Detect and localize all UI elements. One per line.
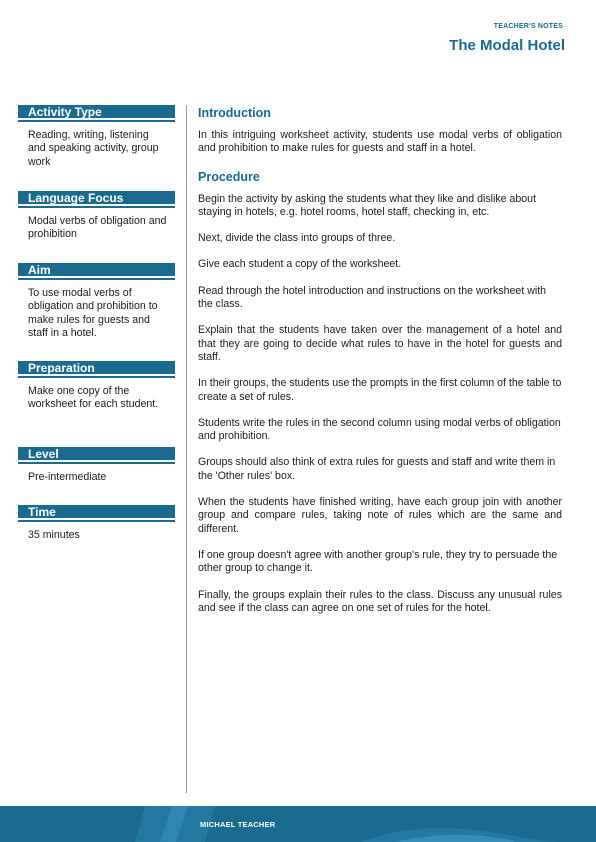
sidebar-section-time	[18, 505, 175, 542]
procedure-paragraph: Groups should also think of extra rules for guests and staff and write them in the 'Other rules' box.	[198, 456, 556, 482]
procedure-heading: Procedure	[198, 169, 260, 184]
procedure-paragraph: Explain that the students have taken over the management of a hotel and that they are going to decide what rules to have in the hotel for guests and staff.	[198, 324, 562, 363]
footer-bar	[0, 806, 596, 842]
introduction-text: In this intriguing worksheet activity, students use modal verbs of obligation and prohibition to make rules for guests and staff in a hotel.	[198, 129, 562, 155]
header-label: TEACHER'S NOTES	[493, 23, 563, 30]
sidebar-heading: Aim	[18, 263, 175, 278]
sidebar-text: Modal verbs of obligation and prohibition	[28, 215, 167, 241]
sidebar-section-language-focus	[18, 191, 175, 242]
footer-logo-graphic	[0, 806, 596, 842]
procedure-paragraph: When the students have finished writing, have each group join with another group and compare rules, taking note of rules which are the same and different.	[198, 496, 562, 535]
sidebar-text: 35 minutes	[28, 529, 80, 541]
sidebar-section-level	[18, 447, 175, 484]
introduction-heading: Introduction	[198, 106, 271, 120]
procedure-paragraph: Students write the rules in the second column using modal verbs of obligation and prohibition.	[198, 416, 561, 443]
sidebar-heading: Time	[18, 505, 175, 520]
procedure-paragraph: Finally, the groups explain their rules to the class. Discuss any unusual rules and see if the class can agree on one set of rules for the hotel.	[198, 588, 562, 614]
sidebar-text: Reading, writing, listening and speaking activity, group work	[28, 129, 159, 168]
main-content	[198, 106, 562, 628]
sidebar-section-aim	[18, 263, 175, 340]
procedure-paragraph: If one group doesn't agree with another group's rule, they try to persuade the other group to change it.	[198, 548, 558, 575]
procedure-paragraph: In their groups, the students use the prompts in the first column of the table to create a set of rules.	[198, 377, 562, 403]
sidebar-heading: Language Focus	[18, 191, 175, 206]
sidebar-text: Pre-intermediate	[28, 471, 107, 483]
sidebar-text: To use modal verbs of obligation and prohibition to make rules for guests and staff in a hotel.	[28, 287, 158, 339]
sidebar-text: Make one copy of the worksheet for each student.	[28, 385, 159, 411]
sidebar-heading: Activity Type	[18, 105, 175, 120]
sidebar-heading: Level	[18, 447, 175, 462]
procedure-paragraph: Read through the hotel introduction and instructions on the worksheet with the class.	[198, 284, 547, 311]
footer-brand: MICHAEL TEACHER	[200, 820, 276, 829]
procedure-paragraph: Give each student a copy of the worksheet.	[198, 258, 402, 271]
sidebar-section-activity-type	[18, 105, 175, 169]
page-title: The Modal Hotel	[449, 37, 565, 54]
sidebar-section-preparation	[18, 361, 175, 412]
procedure-paragraph: Next, divide the class into groups of three.	[198, 232, 396, 245]
sidebar-heading: Preparation	[18, 361, 175, 376]
column-divider	[186, 105, 187, 793]
procedure-paragraph: Begin the activity by asking the students what they like and dislike about staying in hotels, e.g. hotel rooms, hotel staff, checking in, etc.	[198, 192, 537, 218]
